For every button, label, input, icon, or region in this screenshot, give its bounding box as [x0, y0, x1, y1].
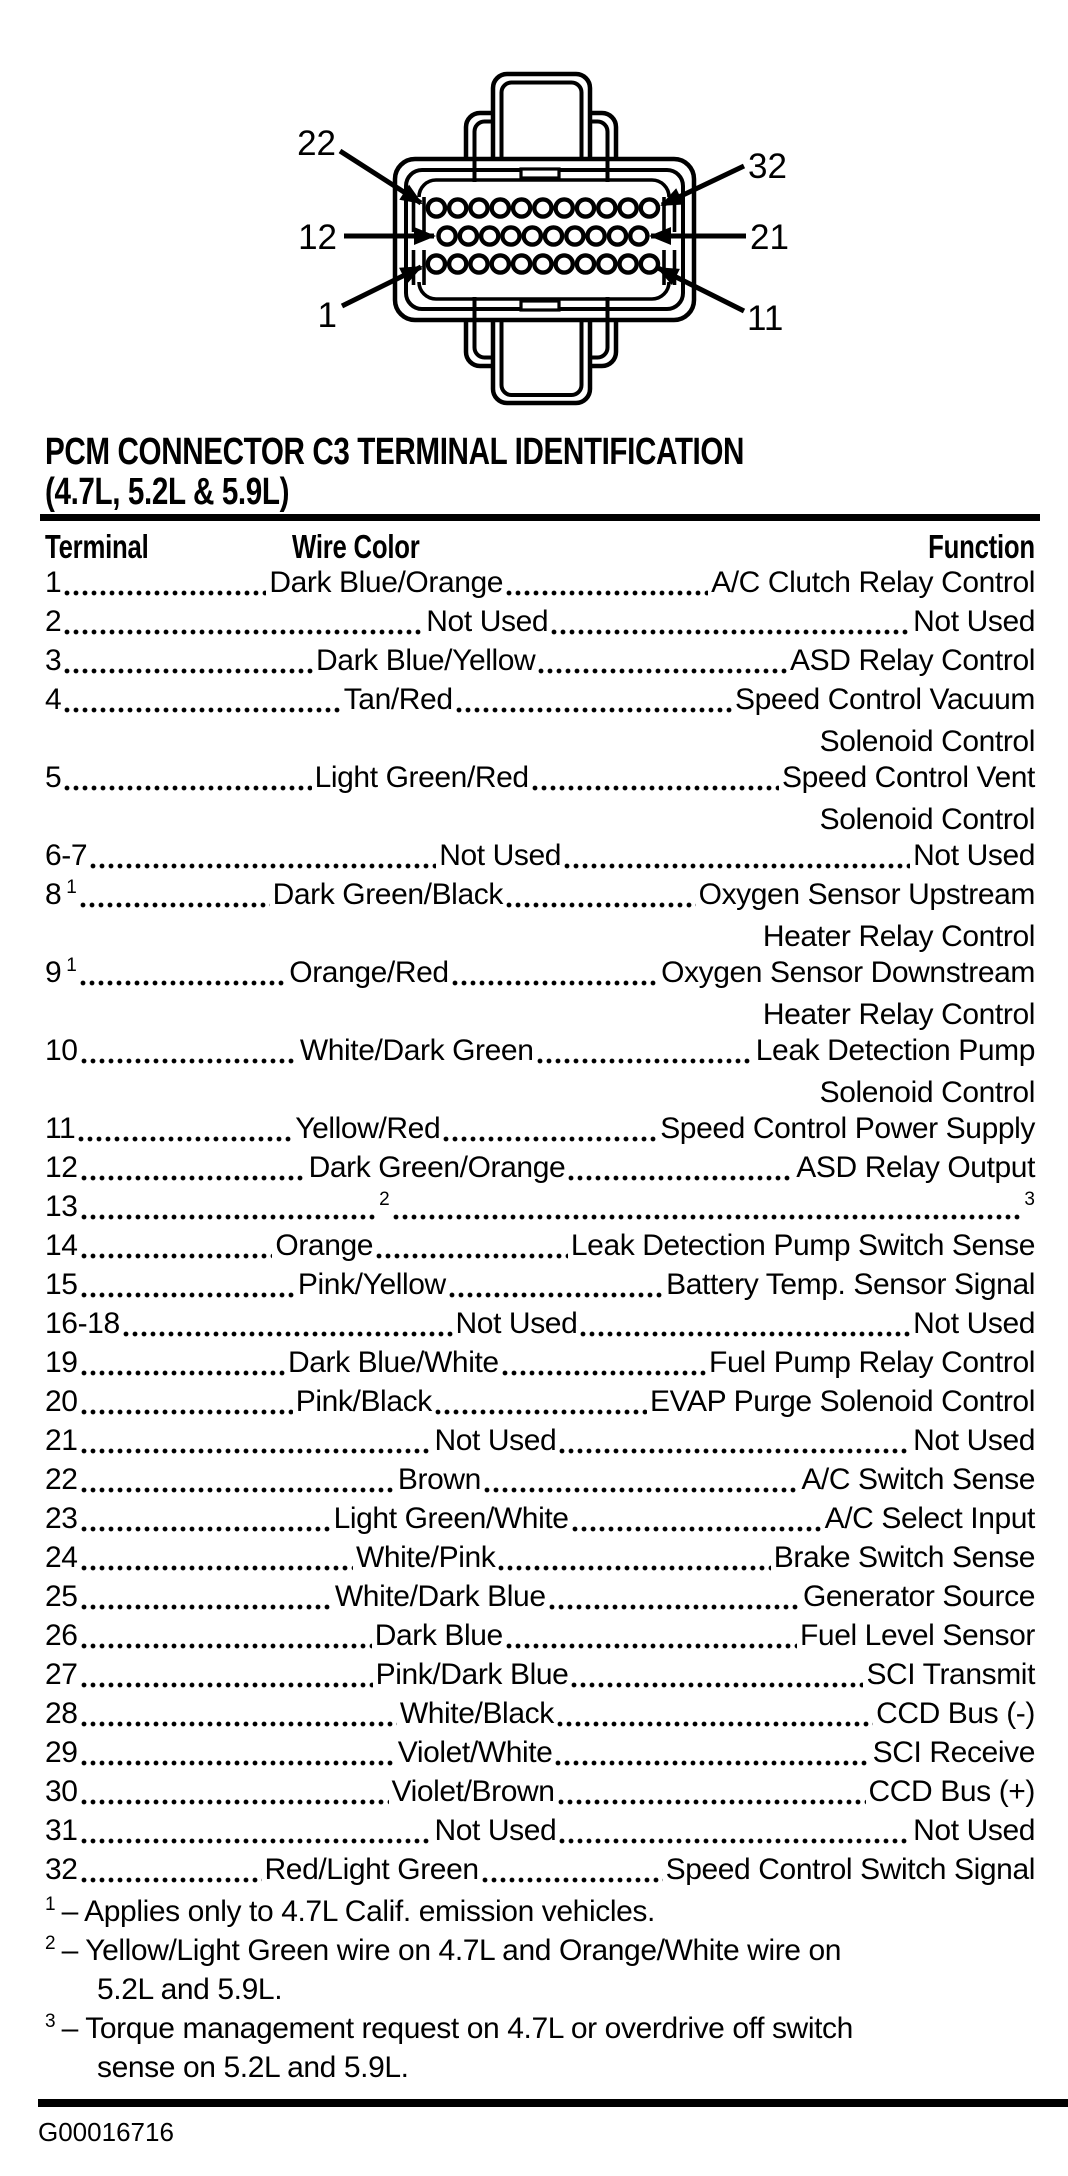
function-continuation: Solenoid Control: [819, 1076, 1035, 1109]
terminal-number: 8: [45, 878, 62, 911]
dot-leader: [537, 1058, 753, 1064]
dot-leader: [78, 1136, 292, 1142]
dot-leader: [564, 863, 910, 869]
table-row: [45, 878, 1035, 956]
dot-leader: [506, 590, 708, 596]
dot-leader: [449, 1292, 663, 1298]
terminal-function: SCI Transmit: [866, 1658, 1036, 1691]
wire-color: Not Used: [439, 839, 562, 872]
wire-color: Dark Blue/Orange: [269, 566, 504, 599]
dot-leader: [551, 629, 910, 635]
dot-leader: [532, 785, 779, 791]
table-row: [45, 1190, 1035, 1229]
dot-leader: [506, 902, 696, 908]
keying-notch-top: [521, 169, 559, 178]
dot-leader: [81, 1604, 332, 1610]
terminal-number: 1: [45, 566, 62, 599]
dot-leader: [538, 668, 787, 674]
table-row: [45, 1346, 1035, 1385]
terminal-number: 30: [45, 1775, 78, 1808]
footnote-marker: 1: [45, 1894, 56, 1915]
pin-label-mid-right: 21: [750, 218, 789, 257]
keying-notch-bottom: [521, 301, 559, 310]
table-row: [45, 566, 1035, 605]
wire-color: White/Dark Green: [299, 1034, 534, 1067]
terminal-number: 29: [45, 1736, 78, 1769]
terminal-function: Generator Source: [802, 1580, 1036, 1613]
terminal-number: 32: [45, 1853, 78, 1886]
dot-leader: [81, 1799, 389, 1805]
wire-color: White/Dark Blue: [334, 1580, 546, 1613]
terminal-function: Not Used: [913, 605, 1036, 638]
dot-leader: [456, 707, 732, 713]
dot-leader: [123, 1331, 453, 1337]
table-row: [45, 1268, 1035, 1307]
terminal-number: 19: [45, 1346, 78, 1379]
terminal-function: Battery Temp. Sensor Signal: [666, 1268, 1035, 1301]
terminal-number: 22: [45, 1463, 78, 1496]
connector-figure: [0, 0, 1068, 420]
table-row: [45, 1229, 1035, 1268]
dot-leader: [559, 1838, 910, 1844]
dot-leader: [64, 629, 423, 635]
terminal-number: 10: [45, 1034, 78, 1067]
terminal-function: SCI Receive: [872, 1736, 1035, 1769]
wire-color: Dark Green/Orange: [308, 1151, 566, 1184]
pin-label-top-left: 22: [297, 124, 336, 163]
dot-leader: [443, 1136, 657, 1142]
dot-leader: [81, 1565, 353, 1571]
wire-color: White/Pink: [355, 1541, 496, 1574]
function-continuation: Solenoid Control: [819, 803, 1035, 836]
wire-color: Dark Green/Black: [272, 878, 503, 911]
wire-color: Yellow/Red: [295, 1112, 441, 1145]
dot-leader: [64, 785, 311, 791]
footnotes: [45, 1892, 1035, 2087]
terminal-function: A/C Clutch Relay Control: [711, 566, 1035, 599]
terminal-function: Speed Control Power Supply: [660, 1112, 1036, 1145]
dot-leader: [549, 1604, 800, 1610]
dot-leader: [80, 902, 270, 908]
table-row: [45, 1658, 1035, 1697]
terminal-number: 6-7: [45, 839, 88, 872]
dot-leader: [580, 1331, 910, 1337]
dot-leader: [81, 1682, 373, 1688]
pin-label-bottom-right: 11: [747, 299, 784, 338]
dot-leader: [557, 1721, 873, 1727]
table-row: [45, 1307, 1035, 1346]
dot-leader: [568, 1175, 793, 1181]
dot-leader: [81, 1292, 295, 1298]
terminal-number: 27: [45, 1658, 78, 1691]
wire-color: Pink/Yellow: [297, 1268, 446, 1301]
terminal-function: Brake Switch Sense: [773, 1541, 1036, 1574]
terminal-function: CCD Bus (+): [868, 1775, 1035, 1808]
terminal-function: Not Used: [913, 1814, 1036, 1847]
page-title: [45, 432, 1035, 512]
terminal-number: 16-18: [45, 1307, 120, 1340]
table-row: [45, 1580, 1035, 1619]
dot-leader: [81, 1838, 432, 1844]
terminal-function: Fuel Level Sensor: [799, 1619, 1035, 1652]
terminal-function: ASD Relay Control: [790, 644, 1036, 677]
table-row: [45, 1697, 1035, 1736]
terminal-function: ASD Relay Output: [796, 1151, 1036, 1184]
terminal-number: 24: [45, 1541, 78, 1574]
dot-leader: [64, 668, 313, 674]
column-header-function: Function: [928, 528, 1035, 565]
terminal-number: 9: [45, 956, 62, 989]
dot-leader: [81, 1643, 372, 1649]
footnote-text: – Yellow/Light Green wire on 4.7L and Orange/White wire on: [61, 1934, 842, 1967]
wire-color: Red/Light Green: [264, 1853, 479, 1886]
terminal-function: Leak Detection Pump: [755, 1034, 1035, 1067]
dot-leader: [506, 1643, 797, 1649]
footnote-text: – Torque management request on 4.7L or overdrive off switch: [61, 2012, 853, 2045]
table-row: [45, 1775, 1035, 1814]
terminal-function: Not Used: [913, 1307, 1036, 1340]
column-header-wire-color: Wire Color: [292, 528, 420, 565]
dot-leader: [393, 1214, 1022, 1220]
wire-color: Orange/Red: [289, 956, 449, 989]
footnote-marker: 2: [45, 1933, 56, 1954]
pin-circles: [428, 199, 658, 272]
dot-leader: [81, 1058, 297, 1064]
function-footnote-marker: 3: [1024, 1189, 1035, 1210]
table-row: [45, 1736, 1035, 1775]
connector-body: [395, 159, 694, 320]
terminal-number: 5: [45, 761, 62, 794]
table-row: [45, 1541, 1035, 1580]
terminal-function: Speed Control Switch Signal: [665, 1853, 1036, 1886]
dot-leader: [558, 1799, 866, 1805]
pin-label-top-right: 32: [748, 147, 787, 186]
terminal-number: 12: [45, 1151, 78, 1184]
table-row: [45, 1385, 1035, 1424]
table-row: [45, 1619, 1035, 1658]
wire-color: Pink/Dark Blue: [375, 1658, 569, 1691]
wire-color: Dark Blue/Yellow: [316, 644, 536, 677]
terminal-number: 28: [45, 1697, 78, 1730]
terminal-number: 26: [45, 1619, 78, 1652]
wire-footnote-marker: 2: [379, 1189, 390, 1210]
terminal-number: 25: [45, 1580, 78, 1613]
terminal-function: Oxygen Sensor Downstream: [661, 956, 1035, 989]
table-row: [45, 605, 1035, 644]
terminal-number: 23: [45, 1502, 78, 1535]
wire-color: Brown: [397, 1463, 481, 1496]
terminal-number: 13: [45, 1190, 78, 1223]
wire-color: Light Green/Red: [314, 761, 529, 794]
pin-label-mid-left: 12: [298, 218, 337, 257]
function-continuation: Heater Relay Control: [762, 998, 1035, 1031]
terminal-function: Speed Control Vent: [782, 761, 1035, 794]
wire-color: Dark Blue: [374, 1619, 503, 1652]
wire-color: Pink/Black: [295, 1385, 432, 1418]
title-line-1: PCM CONNECTOR C3 TERMINAL IDENTIFICATION: [45, 431, 745, 473]
wire-color: Not Used: [434, 1814, 557, 1847]
dot-leader: [572, 1526, 822, 1532]
terminal-function: A/C Switch Sense: [801, 1463, 1036, 1496]
wire-color: Light Green/White: [333, 1502, 569, 1535]
dot-leader: [452, 980, 658, 986]
wire-color: Tan/Red: [343, 683, 453, 716]
terminal-number: 15: [45, 1268, 78, 1301]
wire-color: Not Used: [426, 605, 549, 638]
terminal-function: CCD Bus (-): [876, 1697, 1035, 1730]
footnote-text: – Applies only to 4.7L Calif. emission vehicles.: [61, 1895, 655, 1928]
page-content: [0, 420, 1068, 2087]
terminal-function: Not Used: [913, 1424, 1036, 1457]
dot-leader: [81, 1721, 397, 1727]
footnote: [45, 2009, 1035, 2048]
dot-leader: [81, 1214, 377, 1220]
wire-color: Violet/White: [397, 1736, 553, 1769]
terminal-number: 21: [45, 1424, 78, 1457]
terminal-number: 14: [45, 1229, 78, 1262]
terminal-function: Oxygen Sensor Upstream: [698, 878, 1035, 911]
terminal-number: 2: [45, 605, 62, 638]
wire-color: Violet/Brown: [391, 1775, 555, 1808]
connector-diagram: [0, 0, 1068, 420]
table-row: [45, 644, 1035, 683]
terminal-function: EVAP Purge Solenoid Control: [649, 1385, 1035, 1418]
table-row: [45, 1112, 1035, 1151]
table-row: [45, 683, 1035, 761]
table-row: [45, 1814, 1035, 1853]
dot-leader: [571, 1682, 863, 1688]
terminal-function: Not Used: [913, 839, 1036, 872]
dot-leader: [81, 1526, 331, 1532]
function-continuation: Heater Relay Control: [762, 920, 1035, 953]
dot-leader: [81, 1448, 432, 1454]
dot-leader: [81, 1253, 273, 1259]
dot-leader: [81, 1175, 306, 1181]
dot-leader: [90, 863, 436, 869]
terminal-function: Fuel Pump Relay Control: [709, 1346, 1035, 1379]
footnote-text: sense on 5.2L and 5.9L.: [97, 2051, 409, 2084]
dot-leader: [555, 1760, 869, 1766]
table-row: [45, 1463, 1035, 1502]
footnote: [45, 1931, 1035, 1970]
dot-leader: [559, 1448, 910, 1454]
footnote: [45, 1892, 1035, 1931]
dot-leader: [81, 1487, 395, 1493]
dot-leader: [502, 1370, 706, 1376]
wire-color: Dark Blue/White: [287, 1346, 499, 1379]
table-row: [45, 1151, 1035, 1190]
terminal-number: 20: [45, 1385, 78, 1418]
title-line-2: (4.7L, 5.2L & 5.9L): [45, 471, 290, 513]
column-header-terminal: Terminal: [45, 528, 149, 565]
table-row: [45, 1034, 1035, 1112]
dot-leader: [80, 980, 286, 986]
bottom-rule: [38, 2099, 1068, 2107]
dot-leader: [81, 1370, 285, 1376]
dot-leader: [376, 1253, 568, 1259]
dot-leader: [64, 707, 340, 713]
terminal-number: 4: [45, 683, 62, 716]
table-row: [45, 1424, 1035, 1463]
dot-leader: [482, 1877, 663, 1883]
figure-code: G00016716: [38, 2117, 174, 2147]
terminal-function: Speed Control Vacuum: [735, 683, 1035, 716]
terminal-rows: [45, 566, 1035, 1892]
dot-leader: [81, 1877, 262, 1883]
terminal-number: 31: [45, 1814, 78, 1847]
wire-color: White/Black: [399, 1697, 554, 1730]
wire-color: Orange: [275, 1229, 374, 1262]
table-row: [45, 1853, 1035, 1892]
dot-leader: [435, 1409, 647, 1415]
terminal-function: A/C Select Input: [824, 1502, 1035, 1535]
title-rule: [40, 514, 1040, 521]
table-row: [45, 839, 1035, 878]
table-header: [45, 528, 1035, 566]
dot-leader: [498, 1565, 770, 1571]
wire-color: Not Used: [455, 1307, 578, 1340]
dot-leader: [64, 590, 266, 596]
function-continuation: Solenoid Control: [819, 725, 1035, 758]
table-row: [45, 956, 1035, 1034]
wire-color: Not Used: [434, 1424, 557, 1457]
dot-leader: [484, 1487, 798, 1493]
table-row: [45, 1502, 1035, 1541]
dot-leader: [81, 1760, 395, 1766]
terminal-footnote-marker: 1: [66, 877, 77, 898]
footnote-marker: 3: [45, 2011, 56, 2032]
pin-label-bottom-left: 1: [317, 296, 337, 335]
dot-leader: [81, 1409, 293, 1415]
table-row: [45, 761, 1035, 839]
terminal-number: 11: [45, 1112, 76, 1145]
terminal-footnote-marker: 1: [66, 955, 77, 976]
terminal-number: 3: [45, 644, 62, 677]
terminal-function: Leak Detection Pump Switch Sense: [570, 1229, 1035, 1262]
footnote-text: 5.2L and 5.9L.: [97, 1973, 283, 2006]
